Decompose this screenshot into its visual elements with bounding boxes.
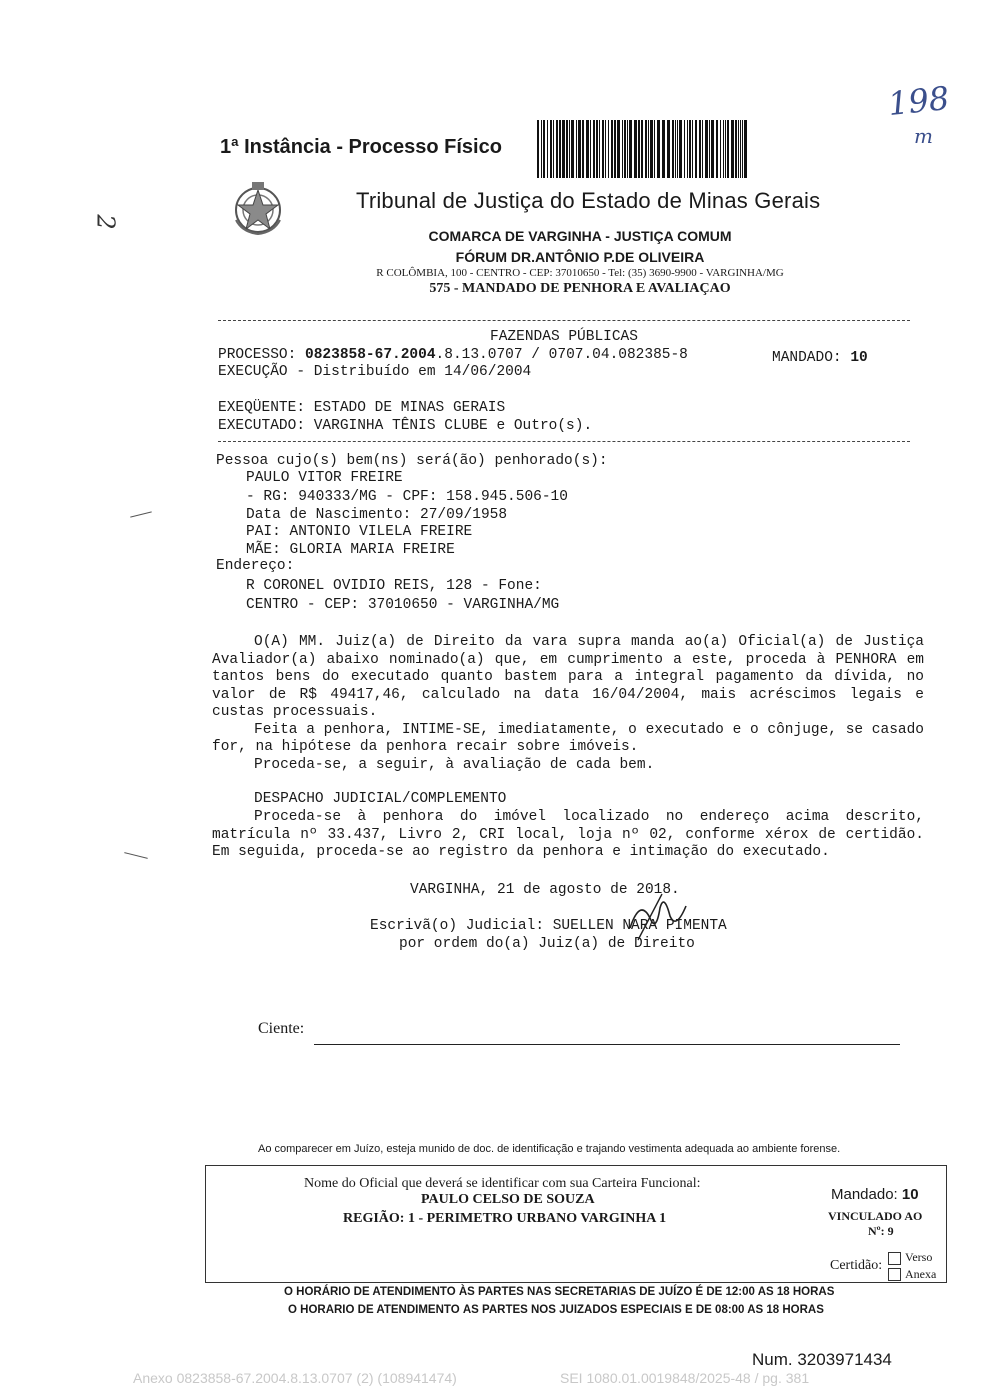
creditor-line: EXEQÜENTE: ESTADO DE MINAS GERAIS bbox=[218, 400, 506, 416]
officer-label: Nome do Oficial que deverá se identificar com sua Carteira Funcional: bbox=[304, 1176, 701, 1191]
officer-box bbox=[205, 1165, 947, 1283]
signature-scribble bbox=[620, 888, 690, 948]
order-paragraph: O(A) MM. Juiz(a) de Direito da vara supra manda ao(a) Oficial(a) de Justiça Avaliador(a) abaixo nominado(a) que, em cumprimento a este, proceda à PENHORA em tantos bens do executado quanto bastem para a integral pagamento da dívida, no valor de R$ 49417,46, calculado na data 16/04/2004, mais acréscimos legais e custas processuais. bbox=[212, 634, 924, 720]
judge-order-line: por ordem do(a) Juiz(a) de Direito bbox=[399, 936, 695, 952]
margin-tick-mark bbox=[124, 852, 148, 859]
hours-notice-special-courts: O HORÁRIO DE ATENDIMENTO ÀS PARTES NOS JUIZADOS ESPECIAIS É DE 08:00 AS 18 HORAS bbox=[288, 1304, 824, 1316]
process-label: PROCESSO: bbox=[218, 347, 306, 363]
warrant-type-title: 575 - MANDADO DE PENHORA E AVALIAÇAO bbox=[429, 281, 731, 296]
person-mother: MÃE: GLORIA MARIA FREIRE bbox=[246, 542, 455, 558]
annex-watermark: Anexo 0823858-67.2004.8.13.0707 (2) (108941474) bbox=[133, 1370, 457, 1386]
verso-label: Verso bbox=[905, 1250, 933, 1264]
dispatch-title: DESPACHO JUDICIAL/COMPLEMENTO bbox=[254, 791, 507, 807]
process-number-main: 0823858-67.2004 bbox=[305, 347, 436, 363]
separator-line bbox=[218, 320, 910, 321]
anexa-label: Anexa bbox=[905, 1267, 937, 1281]
place-date: VARGINHA, 21 de agosto de 2018. bbox=[410, 882, 680, 898]
comarca-title: COMARCA DE VARGINHA - JUSTIÇA COMUM bbox=[428, 228, 732, 244]
address-line-1: R CORONEL OVIDIO REIS, 128 - Fone: bbox=[246, 578, 542, 594]
person-intro: Pessoa cujo(s) bem(ns) será(ão) penhorado(s): bbox=[216, 453, 608, 469]
forum-title: FÓRUM DR.ANTÔNIO P.DE OLIVEIRA bbox=[455, 249, 705, 265]
process-number-rest: .8.13.0707 / 0707.04.082385-8 bbox=[435, 347, 688, 363]
verso-checkbox[interactable] bbox=[888, 1252, 901, 1265]
linked-number: Nº: 9 bbox=[868, 1224, 894, 1238]
warrant-number: 10 bbox=[850, 350, 868, 366]
box-warrant-label: Mandado: bbox=[831, 1186, 902, 1203]
execution-line: EXECUÇÃO - Distribuído em 14/06/2004 bbox=[218, 364, 532, 380]
debtor-line: EXECUTADO: VARGINHA TÊNIS CLUBE e Outro(s). bbox=[218, 418, 593, 434]
person-documents: - RG: 940333/MG - CPF: 158.945.506-10 bbox=[246, 489, 568, 505]
area-title: FAZENDAS PÚBLICAS bbox=[490, 329, 638, 345]
order-paragraph: Feita a penhora, INTIME-SE, imediatamente, o executado e o cônjuge, se casado for, na hipótese da penhora recair sobre imóveis. bbox=[212, 721, 925, 755]
officer-name: PAULO CELSO DE SOUZA bbox=[421, 1192, 595, 1207]
initials-handwritten: m bbox=[914, 124, 933, 148]
box-warrant-number bbox=[831, 1186, 919, 1203]
instance-title: 1ª Instância - Processo Físico bbox=[220, 136, 502, 158]
order-paragraph: Proceda-se, a seguir, à avaliação de cada bem. bbox=[254, 756, 655, 773]
address-label: Endereço: bbox=[216, 558, 295, 574]
sei-watermark: SEI 1080.01.0019848/2025-48 / pg. 381 bbox=[560, 1370, 810, 1386]
order-body bbox=[212, 634, 924, 774]
person-birthdate: Data de Nascimento: 27/09/1958 bbox=[246, 507, 508, 523]
person-father: PAI: ANTONIO VILELA FREIRE bbox=[246, 524, 473, 540]
address-line-2: CENTRO - CEP: 37010650 - VARGINHA/MG bbox=[246, 597, 560, 613]
margin-tick-mark bbox=[130, 511, 152, 517]
forum-address: R COLÔMBIA, 100 - CENTRO - CEP: 37010650 - Tel: (35) 3690-9900 - VARGINHA/MG bbox=[376, 267, 784, 279]
linked-label: VINCULADO AO bbox=[828, 1209, 923, 1223]
acknowledgment-label: Ciente: bbox=[258, 1020, 305, 1037]
person-name: PAULO VITOR FREIRE bbox=[246, 470, 403, 486]
margin-mark-handwritten: 2 bbox=[91, 214, 120, 230]
anexa-checkbox[interactable] bbox=[888, 1268, 901, 1281]
warrant-label: MANDADO: bbox=[772, 350, 851, 366]
court-name: Tribunal de Justiça do Estado de Minas Gerais bbox=[356, 188, 821, 213]
attire-notice: Ao comparecer em Juízo, esteja munido de doc. de identificação e trajando vestimenta adequada ao ambiente forense. bbox=[258, 1143, 841, 1155]
warrant-number-line bbox=[772, 350, 868, 367]
document-number: Num. 3203971434 bbox=[752, 1350, 892, 1369]
officer-region: REGIÃO: 1 - PERIMETRO URBANO VARGINHA 1 bbox=[343, 1211, 667, 1226]
separator-line bbox=[218, 441, 910, 442]
court-emblem-icon bbox=[228, 180, 288, 236]
clerk-line: Escrivã(o) Judicial: SUELLEN NARA PIMENTA bbox=[370, 918, 727, 934]
dispatch-paragraph: Proceda-se à penhora do imóvel localizado no endereço acima descrito, matrícula nº 33.437, Livro 2, CRI local, loja nº 02, conforme xérox de certidão. Em seguida, proceda-se ao registro da penhora e intimação do executado. bbox=[212, 809, 924, 860]
page-number-handwritten: 198 bbox=[886, 78, 951, 124]
certificate-label: Certidão: bbox=[830, 1258, 883, 1273]
process-line bbox=[218, 347, 688, 364]
dispatch-body bbox=[212, 809, 924, 862]
hours-notice-secretariat: O HORÁRIO DE ATENDIMENTO ÀS PARTES NAS SECRETARIAS DE JUÍZO É DE 12:00 AS 18 HORAS bbox=[284, 1286, 835, 1298]
box-warrant-value: 10 bbox=[901, 1186, 919, 1203]
acknowledgment-signature-line[interactable] bbox=[314, 1044, 900, 1045]
barcode bbox=[537, 120, 749, 178]
